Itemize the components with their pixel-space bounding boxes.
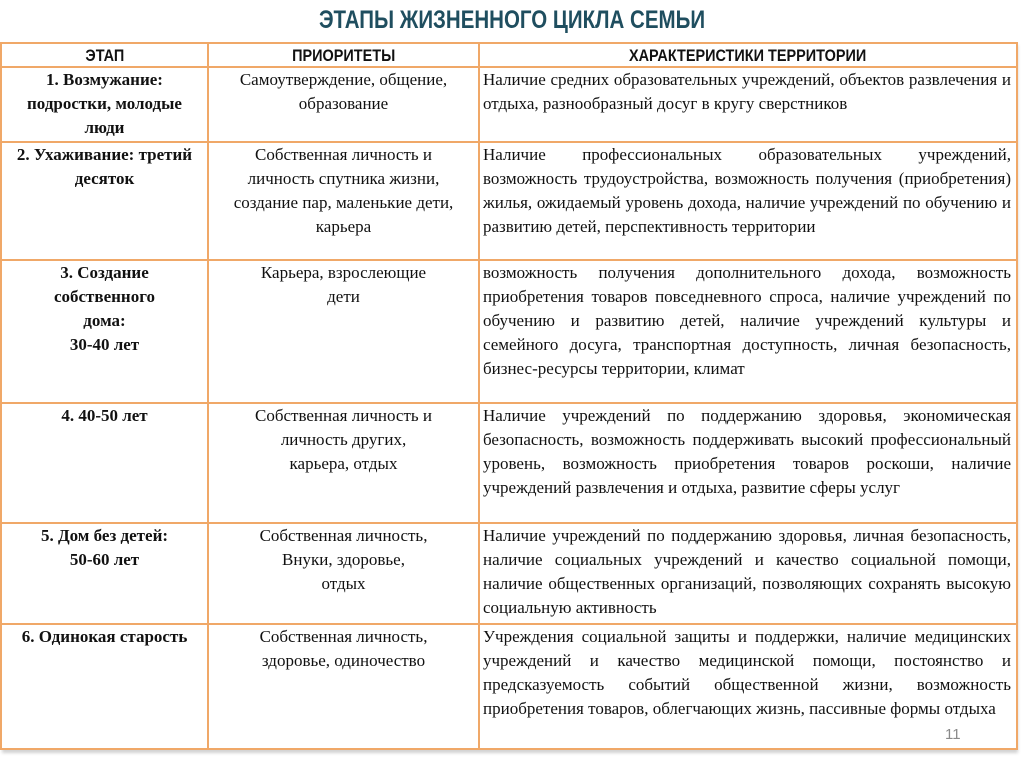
priorities-text: отдых <box>321 574 366 593</box>
stage-text: десяток <box>74 169 135 188</box>
table-row <box>1 260 1017 403</box>
priorities-text: карьера, отдых <box>289 454 398 473</box>
stage-cell <box>1 67 208 142</box>
stage-text: люди <box>84 118 125 137</box>
priorities-text: Самоутверждение, общение, <box>239 70 448 89</box>
stage-text: 6. Одинокая старость <box>21 627 188 646</box>
page-number: 11 <box>945 726 961 743</box>
header-characteristics <box>479 43 1017 67</box>
stage-cell <box>1 142 208 260</box>
slide-title: ЭТАПЫ ЖИЗНЕННОГО ЦИКЛА СЕМЬИ <box>318 6 706 34</box>
header-priorities-label: ПРИОРИТЕТЫ <box>291 46 396 65</box>
header-stage <box>1 43 208 67</box>
priorities-cell <box>208 624 479 749</box>
priorities-cell <box>208 142 479 260</box>
priorities-text: Карьера, взрослеющие <box>260 263 427 282</box>
stage-cell <box>1 523 208 624</box>
stage-cell <box>1 624 208 749</box>
table-row <box>1 523 1017 624</box>
priorities-text: карьера <box>315 217 372 236</box>
table-row <box>1 624 1017 749</box>
priorities-cell <box>208 67 479 142</box>
stage-text: собственного <box>53 287 156 306</box>
characteristics-cell <box>479 624 1017 749</box>
priorities-cell <box>208 523 479 624</box>
priorities-cell <box>208 260 479 403</box>
characteristics-cell <box>479 260 1017 403</box>
characteristics-cell <box>479 142 1017 260</box>
priorities-text: образование <box>298 94 389 113</box>
life-cycle-table-container <box>0 42 1016 750</box>
header-priorities <box>208 43 479 67</box>
characteristics-text: возможность получения дополнительного дохода, возможность приобретения товаров повседневного спроса, наличие учреждений по обучению и развитию детей, наличие учреждений культуры и семейного досуга, транспортная доступность, личная безопасность, бизнес-ресурсы территории, климат <box>483 263 1011 378</box>
header-characteristics-label: ХАРАКТЕРИСТИКИ ТЕРРИТОРИИ <box>629 46 867 65</box>
table-row <box>1 142 1017 260</box>
stage-text: 2. Ухаживание: третий <box>16 145 193 164</box>
priorities-text: Собственная личность, <box>259 526 428 545</box>
table-header-row <box>1 43 1017 67</box>
characteristics-text: Наличие учреждений по поддержанию здоровья, экономическая безопасность, возможность поддерживать высокий профессиональный уровень, возможность приобретения товаров роскоши, наличие учреждений развлечения и отдыха, развитие сферы услуг <box>483 406 1011 497</box>
characteristics-text: Наличие учреждений по поддержанию здоровья, личная безопасность, наличие социальных учреждений и качество социальной помощи, наличие общественных организаций, позволяющих сохранять высокую социальную активность <box>483 526 1011 617</box>
characteristics-text: Наличие средних образовательных учреждений, объектов развлечения и отдыха, разнообразный досуг в кругу сверстников <box>483 70 1011 113</box>
priorities-text: личность спутника жизни, <box>247 169 440 188</box>
stage-text: 50-60 лет <box>69 550 140 569</box>
characteristics-cell <box>479 67 1017 142</box>
stage-text: 30-40 лет <box>69 335 140 354</box>
priorities-text: создание пар, маленькие дети, <box>233 193 454 212</box>
stage-text: 4. 40-50 лет <box>61 406 148 425</box>
stage-text: 5. Дом без детей: <box>40 526 169 545</box>
stage-text: подростки, молодые <box>27 94 182 113</box>
characteristics-text: Наличие профессиональных образовательных учреждений, возможность трудоустройства, возможность получения (приобретения) жилья, ожидаемый уровень дохода, наличие учреждений по обучению и развитию детей, перспективность территории <box>483 145 1011 236</box>
priorities-text: Собственная личность, <box>259 627 428 646</box>
stage-text: дома: <box>83 311 126 330</box>
stage-text: 1. Возмужание: <box>46 70 163 89</box>
stage-text: 3. Создание <box>60 263 149 282</box>
header-stage-label: ЭТАП <box>85 46 124 65</box>
stage-cell <box>1 403 208 523</box>
priorities-text: Внуки, здоровье, <box>282 550 405 569</box>
priorities-text: здоровье, одиночество <box>261 651 426 670</box>
life-cycle-table <box>0 42 1018 750</box>
characteristics-cell <box>479 523 1017 624</box>
stage-cell <box>1 260 208 403</box>
priorities-text: Собственная личность и <box>255 406 432 425</box>
priorities-text: дети <box>327 287 360 306</box>
table-row <box>1 67 1017 142</box>
characteristics-text: Учреждения социальной защиты и поддержки, наличие медицинских учреждений и качество медицинской помощи, постоянство и предсказуемость событий общественной жизни, возможность приобретения товаров, облегчающих жизнь, пассивные формы отдыха <box>483 627 1011 718</box>
priorities-text: личность других, <box>280 430 407 449</box>
priorities-cell <box>208 403 479 523</box>
characteristics-cell <box>479 403 1017 523</box>
priorities-text: Собственная личность и <box>255 145 432 164</box>
table-row <box>1 403 1017 523</box>
